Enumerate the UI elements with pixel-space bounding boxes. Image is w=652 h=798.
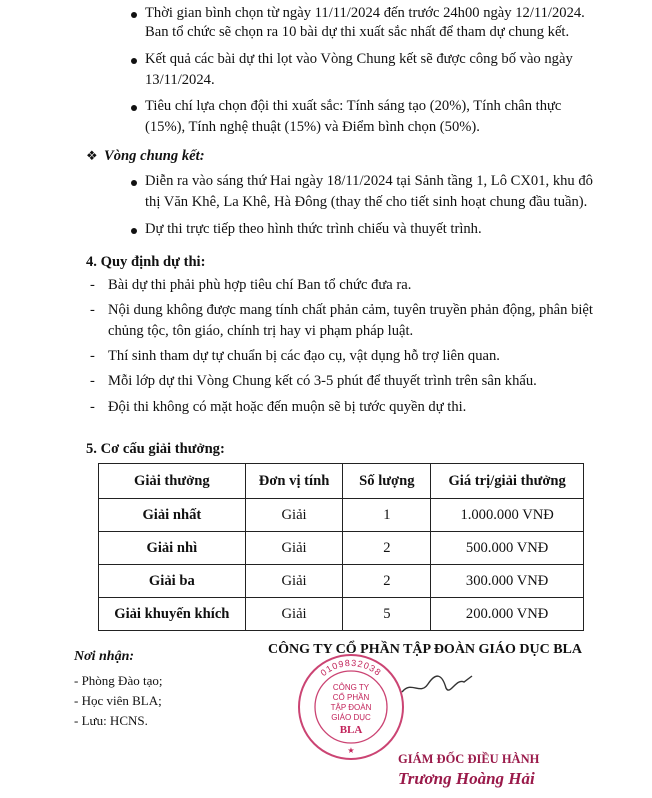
final-bullet2: Dự thi trực tiếp theo hình thức trình chiếu và thuyết trình. [145, 221, 482, 237]
award-qty: 2 [343, 565, 431, 598]
dash-bullet: - [90, 302, 95, 318]
company-name: CÔNG TY CỔ PHẦN TẬP ĐOÀN GIÁO DỤC BLA [268, 642, 582, 657]
column-header: Giá trị/giải thưởng [431, 464, 584, 499]
final-bullet1-line2: thị Văn Khê, La Khê, Hà Đông (thay thế cho tiết sinh hoạt chung đầu tuần). [145, 194, 588, 210]
table-row [99, 598, 584, 631]
award-unit: Giải [245, 565, 343, 598]
table-row [99, 532, 584, 565]
awards-heading: 5. Cơ cấu giải thưởng: [86, 441, 225, 457]
award-value: 500.000 VNĐ [431, 532, 584, 565]
awards-table [98, 463, 584, 631]
award-value: 1.000.000 VNĐ [431, 499, 584, 532]
bullet-dot [131, 58, 137, 64]
bullet-dot [131, 180, 137, 186]
dash-bullet: - [90, 277, 95, 293]
recipient-item: - Phòng Đào tạo; [74, 673, 163, 688]
stamp-star-icon: ★ [347, 746, 355, 755]
bullet-dot [131, 12, 137, 18]
stamp-number: 0109832038 [318, 657, 384, 679]
final-round-heading: Vòng chung kết: [104, 148, 205, 164]
director-title: GIÁM ĐỐC ĐIỀU HÀNH [398, 752, 540, 766]
table-row [99, 565, 584, 598]
rules-item2-line1: Nội dung không được mang tính chất phản cảm, tuyên truyền phản động, phân biệt [108, 302, 593, 318]
award-name: Giải nhì [99, 532, 246, 565]
dash-bullet: - [90, 399, 95, 415]
table-row [99, 499, 584, 532]
bullet-dot [131, 228, 137, 234]
table-header-row [99, 464, 584, 499]
prelim-bullet2-line1: Kết quả các bài dự thi lọt vào Vòng Chung kết sẽ được công bố vào ngày [145, 51, 573, 67]
award-name: Giải ba [99, 565, 246, 598]
prelim-bullet3-line1: Tiêu chí lựa chọn đội thi xuất sắc: Tính sáng tạo (20%), Tính chân thực [145, 98, 562, 114]
director-name: Trương Hoàng Hải [398, 769, 535, 788]
award-qty: 2 [343, 532, 431, 565]
recipient-item: - Học viên BLA; [74, 693, 162, 708]
dash-bullet: - [90, 348, 95, 364]
column-header: Đơn vị tính [245, 464, 343, 499]
rules-item4: Mỗi lớp dự thi Vòng Chung kết có 3-5 phút để thuyết trình trên sân khấu. [108, 373, 537, 389]
rules-item3: Thí sinh tham dự tự chuẩn bị các đạo cụ, vật dụng hỗ trợ liên quan. [108, 348, 500, 364]
award-unit: Giải [245, 598, 343, 631]
award-unit: Giải [245, 499, 343, 532]
rules-item2-line2: chủng tộc, tôn giáo, chính trị hay vi phạm pháp luật. [108, 323, 414, 339]
bullet-dot [131, 105, 137, 111]
recipient-item: - Lưu: HCNS. [74, 713, 148, 728]
recipients-heading: Nơi nhận: [74, 649, 135, 664]
stamp-text: CỔ PHẦN [332, 693, 370, 702]
rules-heading: 4. Quy định dự thi: [86, 254, 206, 270]
award-unit: Giải [245, 532, 343, 565]
award-qty: 5 [343, 598, 431, 631]
prelim-bullet3-line2: (15%), Tính nghệ thuật (15%) và Điểm bình chọn (50%). [145, 119, 480, 135]
company-stamp [296, 652, 406, 762]
prelim-bullet2-line2: 13/11/2024. [145, 72, 215, 88]
column-header: Số lượng [343, 464, 431, 499]
award-value: 200.000 VNĐ [431, 598, 584, 631]
final-bullet1-line1: Diễn ra vào sáng thứ Hai ngày 18/11/2024 tại Sảnh tầng 1, Lô CX01, khu đô [145, 173, 593, 189]
diamond-bullet-icon: ❖ [86, 148, 98, 163]
award-qty: 1 [343, 499, 431, 532]
stamp-text: GIÁO DỤC [331, 713, 371, 722]
stamp-text: CÔNG TY [332, 683, 370, 692]
award-value: 300.000 VNĐ [431, 565, 584, 598]
signature-scribble [398, 670, 478, 700]
column-header: Giải thưởng [99, 464, 246, 499]
prelim-bullet1-line2: Ban tổ chức sẽ chọn ra 10 bài dự thi xuất sắc nhất để tham dự chung kết. [145, 24, 570, 40]
prelim-bullet1-line1: Thời gian bình chọn từ ngày 11/11/2024 đến trước 24h00 ngày 12/11/2024. [145, 5, 585, 21]
dash-bullet: - [90, 373, 95, 389]
rules-item5: Đội thi không có mặt hoặc đến muộn sẽ bị tước quyền dự thi. [108, 399, 467, 415]
stamp-text: TẬP ĐOÀN [330, 703, 372, 712]
award-name: Giải khuyến khích [99, 598, 246, 631]
rules-item1: Bài dự thi phải phù hợp tiêu chí Ban tổ chức đưa ra. [108, 277, 412, 293]
stamp-text: BLA [339, 724, 363, 736]
award-name: Giải nhất [99, 499, 246, 532]
